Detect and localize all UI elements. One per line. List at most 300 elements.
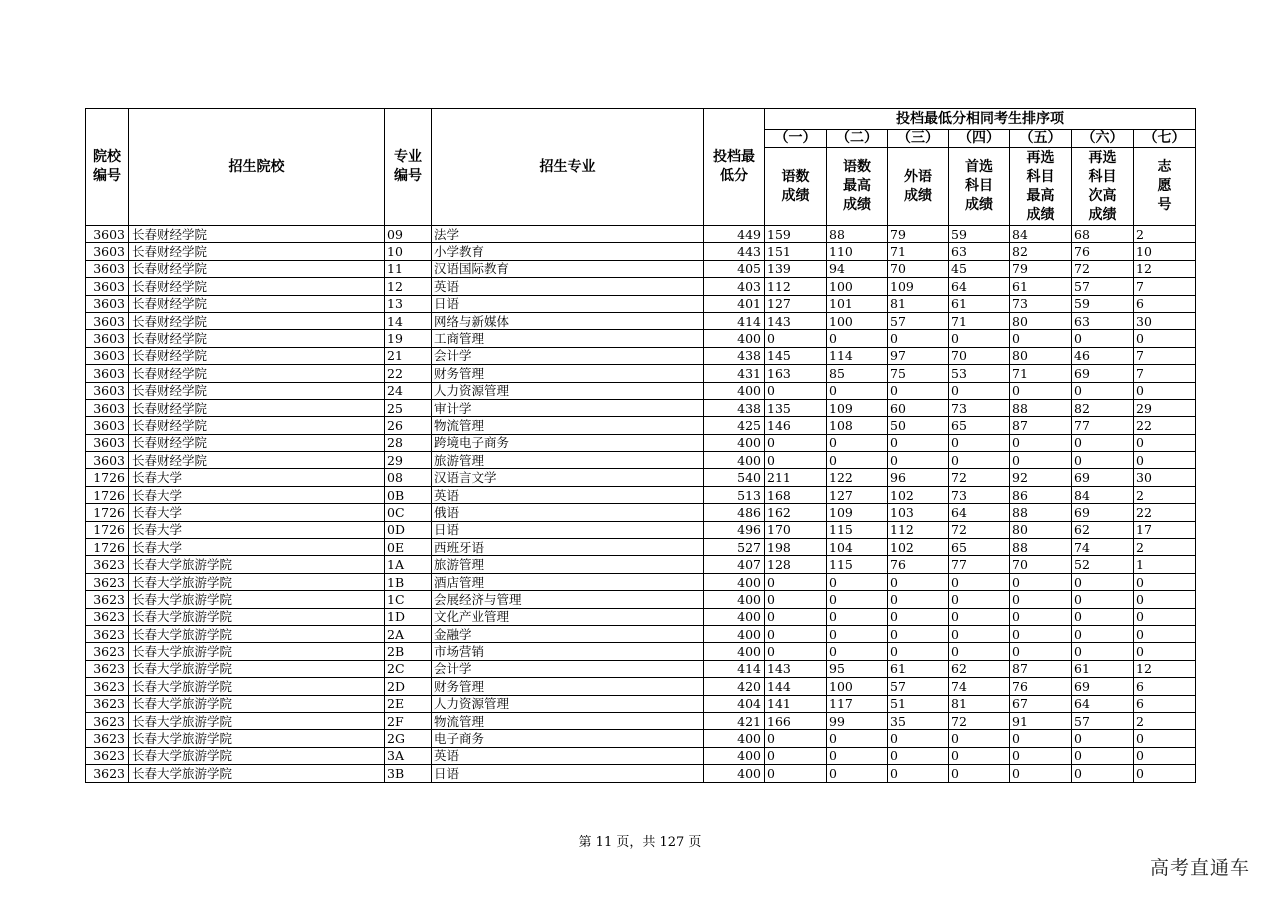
cell-school-code: 3623 (86, 625, 129, 642)
cell-major-code: 2C (385, 660, 432, 677)
cell-reselect-max: 88 (1010, 539, 1072, 556)
cell-preference-number: 0 (1134, 747, 1196, 764)
cell-foreign-language: 51 (888, 695, 949, 712)
cell-reselect-max: 0 (1010, 625, 1072, 642)
cell-reselect-max: 87 (1010, 660, 1072, 677)
cell-school-name: 长春财经学院 (129, 260, 385, 277)
cell-reselect-second: 0 (1072, 643, 1134, 660)
cell-major-code: 2F (385, 712, 432, 729)
cell-school-code: 3603 (86, 278, 129, 295)
cell-preference-number: 7 (1134, 347, 1196, 364)
cell-reselect-second: 0 (1072, 608, 1134, 625)
cell-major-name: 西班牙语 (432, 539, 704, 556)
cell-chinese-math: 143 (765, 312, 827, 329)
cell-reselect-max: 91 (1010, 712, 1072, 729)
cell-foreign-language: 97 (888, 347, 949, 364)
cell-chinese-math: 0 (765, 747, 827, 764)
table-row (86, 399, 1196, 416)
cell-reselect-second: 57 (1072, 278, 1134, 295)
cell-school-code: 3603 (86, 365, 129, 382)
cell-preference-number: 6 (1134, 678, 1196, 695)
cell-first-subject: 64 (949, 504, 1010, 521)
cell-first-subject: 0 (949, 591, 1010, 608)
cell-foreign-language: 109 (888, 278, 949, 295)
cell-school-code: 3603 (86, 295, 129, 312)
cell-min-score: 414 (704, 312, 765, 329)
cell-school-name: 长春财经学院 (129, 278, 385, 295)
cell-chinese-math: 145 (765, 347, 827, 364)
cell-school-name: 长春大学 (129, 539, 385, 556)
cell-foreign-language: 61 (888, 660, 949, 677)
cell-reselect-second: 0 (1072, 452, 1134, 469)
cell-school-code: 3623 (86, 660, 129, 677)
cell-chinese-math-max: 0 (827, 573, 888, 590)
cell-school-code: 3603 (86, 260, 129, 277)
cell-foreign-language: 0 (888, 573, 949, 590)
cell-preference-number: 0 (1134, 730, 1196, 747)
cell-school-code: 3623 (86, 730, 129, 747)
cell-major-code: 1A (385, 556, 432, 573)
cell-school-name: 长春大学 (129, 486, 385, 503)
cell-first-subject: 0 (949, 608, 1010, 625)
cell-school-name: 长春财经学院 (129, 330, 385, 347)
cell-school-name: 长春大学旅游学院 (129, 556, 385, 573)
cell-chinese-math: 0 (765, 330, 827, 347)
table-row (86, 295, 1196, 312)
cell-major-code: 24 (385, 382, 432, 399)
cell-min-score: 443 (704, 243, 765, 260)
cell-min-score: 403 (704, 278, 765, 295)
cell-chinese-math: 0 (765, 643, 827, 660)
cell-foreign-language: 0 (888, 643, 949, 660)
cell-chinese-math-max: 109 (827, 399, 888, 416)
cell-foreign-language: 0 (888, 608, 949, 625)
header-major-code: 专业编号 (385, 109, 432, 226)
cell-foreign-language: 81 (888, 295, 949, 312)
cell-preference-number: 30 (1134, 469, 1196, 486)
cell-school-name: 长春财经学院 (129, 226, 385, 243)
cell-school-name: 长春财经学院 (129, 399, 385, 416)
cell-chinese-math-max: 100 (827, 278, 888, 295)
cell-preference-number: 0 (1134, 591, 1196, 608)
cell-min-score: 400 (704, 765, 765, 782)
cell-first-subject: 72 (949, 521, 1010, 538)
cell-chinese-math-max: 115 (827, 521, 888, 538)
cell-school-name: 长春大学旅游学院 (129, 591, 385, 608)
cell-major-code: 14 (385, 312, 432, 329)
cell-first-subject: 0 (949, 330, 1010, 347)
table-row (86, 347, 1196, 364)
cell-chinese-math: 143 (765, 660, 827, 677)
header-tiebreak-num: （三） (888, 130, 949, 148)
header-tiebreak-label: 语数最高成绩 (827, 148, 888, 226)
cell-preference-number: 30 (1134, 312, 1196, 329)
cell-school-code: 3623 (86, 747, 129, 764)
cell-foreign-language: 0 (888, 330, 949, 347)
table-row (86, 730, 1196, 747)
cell-min-score: 421 (704, 712, 765, 729)
cell-major-code: 29 (385, 452, 432, 469)
cell-reselect-max: 0 (1010, 591, 1072, 608)
cell-chinese-math-max: 0 (827, 730, 888, 747)
cell-major-code: 2B (385, 643, 432, 660)
cell-major-name: 汉语言文学 (432, 469, 704, 486)
header-school-name: 招生院校 (129, 109, 385, 226)
cell-major-code: 0B (385, 486, 432, 503)
header-tiebreak-num: （四） (949, 130, 1010, 148)
cell-first-subject: 53 (949, 365, 1010, 382)
cell-reselect-second: 62 (1072, 521, 1134, 538)
cell-chinese-math-max: 0 (827, 452, 888, 469)
cell-chinese-math-max: 127 (827, 486, 888, 503)
table-row (86, 712, 1196, 729)
cell-reselect-max: 88 (1010, 399, 1072, 416)
cell-preference-number: 22 (1134, 504, 1196, 521)
cell-min-score: 527 (704, 539, 765, 556)
cell-chinese-math-max: 122 (827, 469, 888, 486)
cell-first-subject: 61 (949, 295, 1010, 312)
cell-foreign-language: 35 (888, 712, 949, 729)
cell-school-code: 3623 (86, 765, 129, 782)
cell-chinese-math: 0 (765, 382, 827, 399)
header-min-score: 投档最低分 (704, 109, 765, 226)
cell-foreign-language: 0 (888, 434, 949, 451)
cell-major-name: 人力资源管理 (432, 695, 704, 712)
cell-preference-number: 2 (1134, 712, 1196, 729)
cell-preference-number: 17 (1134, 521, 1196, 538)
cell-chinese-math-max: 0 (827, 643, 888, 660)
cell-min-score: 420 (704, 678, 765, 695)
cell-reselect-second: 74 (1072, 539, 1134, 556)
cell-chinese-math-max: 94 (827, 260, 888, 277)
cell-school-code: 1726 (86, 521, 129, 538)
cell-min-score: 400 (704, 730, 765, 747)
cell-foreign-language: 0 (888, 730, 949, 747)
cell-foreign-language: 50 (888, 417, 949, 434)
cell-school-name: 长春财经学院 (129, 295, 385, 312)
table-row (86, 591, 1196, 608)
cell-min-score: 404 (704, 695, 765, 712)
cell-min-score: 431 (704, 365, 765, 382)
cell-reselect-max: 80 (1010, 312, 1072, 329)
cell-foreign-language: 76 (888, 556, 949, 573)
cell-min-score: 400 (704, 591, 765, 608)
table-row (86, 260, 1196, 277)
header-tiebreak-label: 语数成绩 (765, 148, 827, 226)
cell-school-code: 3603 (86, 312, 129, 329)
cell-reselect-max: 61 (1010, 278, 1072, 295)
cell-chinese-math-max: 100 (827, 312, 888, 329)
cell-preference-number: 0 (1134, 625, 1196, 642)
cell-school-name: 长春财经学院 (129, 347, 385, 364)
table-row (86, 278, 1196, 295)
cell-major-name: 网络与新媒体 (432, 312, 704, 329)
cell-first-subject: 73 (949, 486, 1010, 503)
cell-first-subject: 64 (949, 278, 1010, 295)
header-tiebreak-num: （一） (765, 130, 827, 148)
cell-first-subject: 65 (949, 539, 1010, 556)
header-tiebreak-num: （五） (1010, 130, 1072, 148)
cell-major-name: 会展经济与管理 (432, 591, 704, 608)
cell-reselect-second: 0 (1072, 747, 1134, 764)
cell-major-code: 2A (385, 625, 432, 642)
table-row (86, 226, 1196, 243)
cell-reselect-second: 0 (1072, 382, 1134, 399)
cell-major-code: 0C (385, 504, 432, 521)
cell-reselect-second: 0 (1072, 625, 1134, 642)
cell-min-score: 407 (704, 556, 765, 573)
cell-preference-number: 22 (1134, 417, 1196, 434)
cell-major-code: 11 (385, 260, 432, 277)
table-header (86, 109, 1196, 226)
cell-reselect-max: 92 (1010, 469, 1072, 486)
cell-chinese-math: 112 (765, 278, 827, 295)
cell-major-name: 酒店管理 (432, 573, 704, 590)
cell-chinese-math-max: 0 (827, 765, 888, 782)
cell-school-name: 长春财经学院 (129, 365, 385, 382)
cell-school-code: 3623 (86, 556, 129, 573)
cell-chinese-math: 198 (765, 539, 827, 556)
cell-min-score: 438 (704, 347, 765, 364)
cell-school-code: 3623 (86, 712, 129, 729)
cell-preference-number: 0 (1134, 434, 1196, 451)
cell-chinese-math: 0 (765, 730, 827, 747)
cell-min-score: 438 (704, 399, 765, 416)
cell-chinese-math-max: 108 (827, 417, 888, 434)
cell-major-name: 审计学 (432, 399, 704, 416)
cell-first-subject: 0 (949, 730, 1010, 747)
cell-school-code: 1726 (86, 504, 129, 521)
cell-foreign-language: 0 (888, 765, 949, 782)
table-row (86, 521, 1196, 538)
cell-major-name: 汉语国际教育 (432, 260, 704, 277)
cell-foreign-language: 0 (888, 591, 949, 608)
table-row (86, 625, 1196, 642)
cell-reselect-second: 84 (1072, 486, 1134, 503)
cell-chinese-math: 0 (765, 765, 827, 782)
cell-school-name: 长春财经学院 (129, 312, 385, 329)
cell-min-score: 400 (704, 625, 765, 642)
cell-chinese-math: 0 (765, 625, 827, 642)
cell-school-code: 3623 (86, 643, 129, 660)
cell-min-score: 401 (704, 295, 765, 312)
cell-school-code: 1726 (86, 469, 129, 486)
cell-reselect-second: 77 (1072, 417, 1134, 434)
table-row (86, 382, 1196, 399)
cell-preference-number: 0 (1134, 573, 1196, 590)
cell-major-name: 英语 (432, 278, 704, 295)
header-tiebreak-num: （七） (1134, 130, 1196, 148)
cell-min-score: 400 (704, 434, 765, 451)
cell-foreign-language: 102 (888, 539, 949, 556)
cell-first-subject: 0 (949, 434, 1010, 451)
cell-school-name: 长春大学旅游学院 (129, 730, 385, 747)
cell-first-subject: 45 (949, 260, 1010, 277)
cell-major-code: 21 (385, 347, 432, 364)
cell-school-name: 长春大学旅游学院 (129, 747, 385, 764)
cell-major-code: 26 (385, 417, 432, 434)
cell-major-name: 英语 (432, 486, 704, 503)
cell-preference-number: 6 (1134, 695, 1196, 712)
cell-reselect-max: 0 (1010, 434, 1072, 451)
cell-min-score: 400 (704, 643, 765, 660)
cell-reselect-max: 80 (1010, 347, 1072, 364)
cell-chinese-math-max: 100 (827, 678, 888, 695)
table-row (86, 695, 1196, 712)
cell-preference-number: 0 (1134, 643, 1196, 660)
cell-first-subject: 0 (949, 765, 1010, 782)
cell-major-name: 财务管理 (432, 678, 704, 695)
cell-min-score: 425 (704, 417, 765, 434)
table-row (86, 539, 1196, 556)
cell-first-subject: 77 (949, 556, 1010, 573)
cell-school-name: 长春大学 (129, 504, 385, 521)
cell-first-subject: 0 (949, 382, 1010, 399)
cell-school-code: 3603 (86, 452, 129, 469)
cell-first-subject: 59 (949, 226, 1010, 243)
cell-school-code: 3623 (86, 591, 129, 608)
cell-major-name: 法学 (432, 226, 704, 243)
cell-reselect-second: 57 (1072, 712, 1134, 729)
cell-school-name: 长春大学旅游学院 (129, 695, 385, 712)
cell-chinese-math-max: 85 (827, 365, 888, 382)
cell-chinese-math: 151 (765, 243, 827, 260)
cell-reselect-second: 68 (1072, 226, 1134, 243)
cell-chinese-math: 0 (765, 573, 827, 590)
cell-reselect-second: 0 (1072, 573, 1134, 590)
cell-foreign-language: 57 (888, 312, 949, 329)
cell-school-code: 3623 (86, 678, 129, 695)
cell-major-code: 0D (385, 521, 432, 538)
cell-major-code: 22 (385, 365, 432, 382)
cell-major-name: 财务管理 (432, 365, 704, 382)
cell-first-subject: 81 (949, 695, 1010, 712)
cell-min-score: 540 (704, 469, 765, 486)
cell-major-code: 3B (385, 765, 432, 782)
table-row (86, 556, 1196, 573)
cell-reselect-second: 46 (1072, 347, 1134, 364)
cell-major-name: 文化产业管理 (432, 608, 704, 625)
cell-chinese-math: 128 (765, 556, 827, 573)
cell-preference-number: 12 (1134, 660, 1196, 677)
cell-major-code: 19 (385, 330, 432, 347)
cell-major-name: 跨境电子商务 (432, 434, 704, 451)
cell-school-name: 长春大学 (129, 521, 385, 538)
cell-chinese-math: 166 (765, 712, 827, 729)
cell-school-code: 3603 (86, 226, 129, 243)
cell-chinese-math: 141 (765, 695, 827, 712)
cell-chinese-math-max: 117 (827, 695, 888, 712)
cell-reselect-second: 69 (1072, 504, 1134, 521)
cell-foreign-language: 102 (888, 486, 949, 503)
cell-school-name: 长春财经学院 (129, 417, 385, 434)
cell-school-name: 长春财经学院 (129, 434, 385, 451)
table-row (86, 486, 1196, 503)
cell-school-code: 3623 (86, 573, 129, 590)
table-row (86, 452, 1196, 469)
cell-reselect-max: 79 (1010, 260, 1072, 277)
cell-foreign-language: 0 (888, 452, 949, 469)
cell-school-name: 长春财经学院 (129, 382, 385, 399)
cell-major-code: 0E (385, 539, 432, 556)
cell-reselect-second: 69 (1072, 365, 1134, 382)
cell-reselect-max: 87 (1010, 417, 1072, 434)
cell-reselect-second: 0 (1072, 730, 1134, 747)
cell-preference-number: 0 (1134, 452, 1196, 469)
cell-chinese-math: 168 (765, 486, 827, 503)
cell-reselect-second: 63 (1072, 312, 1134, 329)
cell-school-name: 长春大学旅游学院 (129, 643, 385, 660)
cell-min-score: 400 (704, 608, 765, 625)
header-tiebreak-num: （二） (827, 130, 888, 148)
cell-chinese-math-max: 0 (827, 608, 888, 625)
cell-foreign-language: 112 (888, 521, 949, 538)
cell-major-name: 日语 (432, 521, 704, 538)
cell-chinese-math: 0 (765, 608, 827, 625)
cell-reselect-second: 0 (1072, 765, 1134, 782)
cell-major-code: 12 (385, 278, 432, 295)
cell-school-name: 长春大学旅游学院 (129, 660, 385, 677)
cell-chinese-math-max: 109 (827, 504, 888, 521)
cell-chinese-math-max: 0 (827, 434, 888, 451)
header-major-name: 招生专业 (432, 109, 704, 226)
cell-reselect-second: 0 (1072, 434, 1134, 451)
cell-reselect-second: 0 (1072, 330, 1134, 347)
cell-preference-number: 0 (1134, 382, 1196, 399)
cell-chinese-math-max: 95 (827, 660, 888, 677)
cell-first-subject: 70 (949, 347, 1010, 364)
cell-foreign-language: 79 (888, 226, 949, 243)
cell-reselect-max: 71 (1010, 365, 1072, 382)
cell-first-subject: 63 (949, 243, 1010, 260)
cell-school-name: 长春大学旅游学院 (129, 712, 385, 729)
cell-reselect-second: 0 (1072, 591, 1134, 608)
cell-reselect-second: 72 (1072, 260, 1134, 277)
cell-min-score: 400 (704, 382, 765, 399)
cell-first-subject: 74 (949, 678, 1010, 695)
cell-reselect-max: 84 (1010, 226, 1072, 243)
header-tiebreak-label: 再选科目最高成绩 (1010, 148, 1072, 226)
table-row (86, 504, 1196, 521)
cell-school-code: 3623 (86, 608, 129, 625)
cell-major-name: 英语 (432, 747, 704, 764)
cell-chinese-math-max: 0 (827, 747, 888, 764)
cell-chinese-math-max: 114 (827, 347, 888, 364)
cell-chinese-math: 0 (765, 452, 827, 469)
table-row (86, 678, 1196, 695)
cell-preference-number: 0 (1134, 608, 1196, 625)
cell-first-subject: 72 (949, 469, 1010, 486)
cell-reselect-second: 61 (1072, 660, 1134, 677)
cell-major-name: 日语 (432, 765, 704, 782)
header-tiebreak-label: 志愿号 (1134, 148, 1196, 226)
cell-reselect-max: 0 (1010, 573, 1072, 590)
cell-first-subject: 71 (949, 312, 1010, 329)
cell-chinese-math-max: 110 (827, 243, 888, 260)
cell-reselect-max: 0 (1010, 330, 1072, 347)
cell-chinese-math: 211 (765, 469, 827, 486)
cell-chinese-math: 146 (765, 417, 827, 434)
header-tiebreak-num: （六） (1072, 130, 1134, 148)
cell-major-code: 2G (385, 730, 432, 747)
cell-first-subject: 0 (949, 452, 1010, 469)
cell-foreign-language: 0 (888, 625, 949, 642)
cell-preference-number: 2 (1134, 539, 1196, 556)
cell-reselect-max: 0 (1010, 643, 1072, 660)
cell-major-code: 1C (385, 591, 432, 608)
cell-chinese-math-max: 115 (827, 556, 888, 573)
cell-preference-number: 10 (1134, 243, 1196, 260)
